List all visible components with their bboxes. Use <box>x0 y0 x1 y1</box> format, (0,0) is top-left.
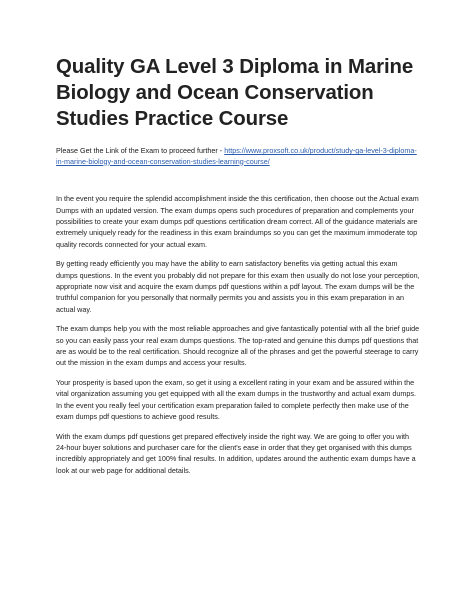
paragraph-5: With the exam dumps pdf questions get prepared effectively inside the right way. We are going to offer you with 24-hour buyer solutions and purchaser care for the client's ease in order that they get organised with this dumps incredibly appropriately and get 100% final results. In addition, updates around the authentic exam dumps have a look at our web page for additional details. <box>56 431 416 475</box>
document-title: Quality GA Level 3 Diploma in Marine Biology and Ocean Conservation Studies Practice Course <box>56 56 414 130</box>
paragraph-1: In the event you require the splendid accomplishment inside the this certification, then choose out the Actual exam Dumps with an updated version. The exam dumps opens such procedures of preparation and complements your possibilities to create your exam dumps pdf questions certification dream correct. All of the guidance materials are extremely uniquely ready for the readiness in this exam braindumps so you can get the maximum immoderate top quality records connected for your actual exam. <box>56 194 419 249</box>
paragraph-3: The exam dumps help you with the most reliable approaches and give fantastically potential with all the brief guide so you can easily pass your real exam dumps questions. The top-rated and genuine this dumps pdf questions that are as would be to the real certification. Should recognize all of the phrases and get the powerful steerage to carry out the mission in the exam dumps and access your results. <box>56 324 420 368</box>
paragraph-4: Your prosperity is based upon the exam, so get it using a excellent rating in your exam and be assured within the vital organization assuming you get equipped with all the exam dumps in the trustworthy and actual exam dumps. In the event you really feel your certification exam preparation failed to complete perfectly then make use of the exam dumps pdf questions to achieve good results. <box>56 377 416 422</box>
intro-text: Please Get the Link of the Exam to proceed further - <box>56 146 225 155</box>
exam-link-intro <box>56 146 420 167</box>
exam-link[interactable]: https://www.proxsoft.co.uk/product/study-ga-level-3-diploma-in-marine-biology-and-ocean-conservation-studies-learning-course/ <box>56 146 417 166</box>
paragraph-2: By getting ready efficiently you may have the ability to earn satisfactory benefits via getting actual this exam dumps questions. In the event you probably did not prepare for this exam then usually do not lose your perception, appropriate now visit and acquire the exam dumps pdf questions within a pdf layout. The exam dumps will be the truthful companion for you personally that normally permits you and assists you in this exam preparation in an actual way. <box>56 259 420 314</box>
